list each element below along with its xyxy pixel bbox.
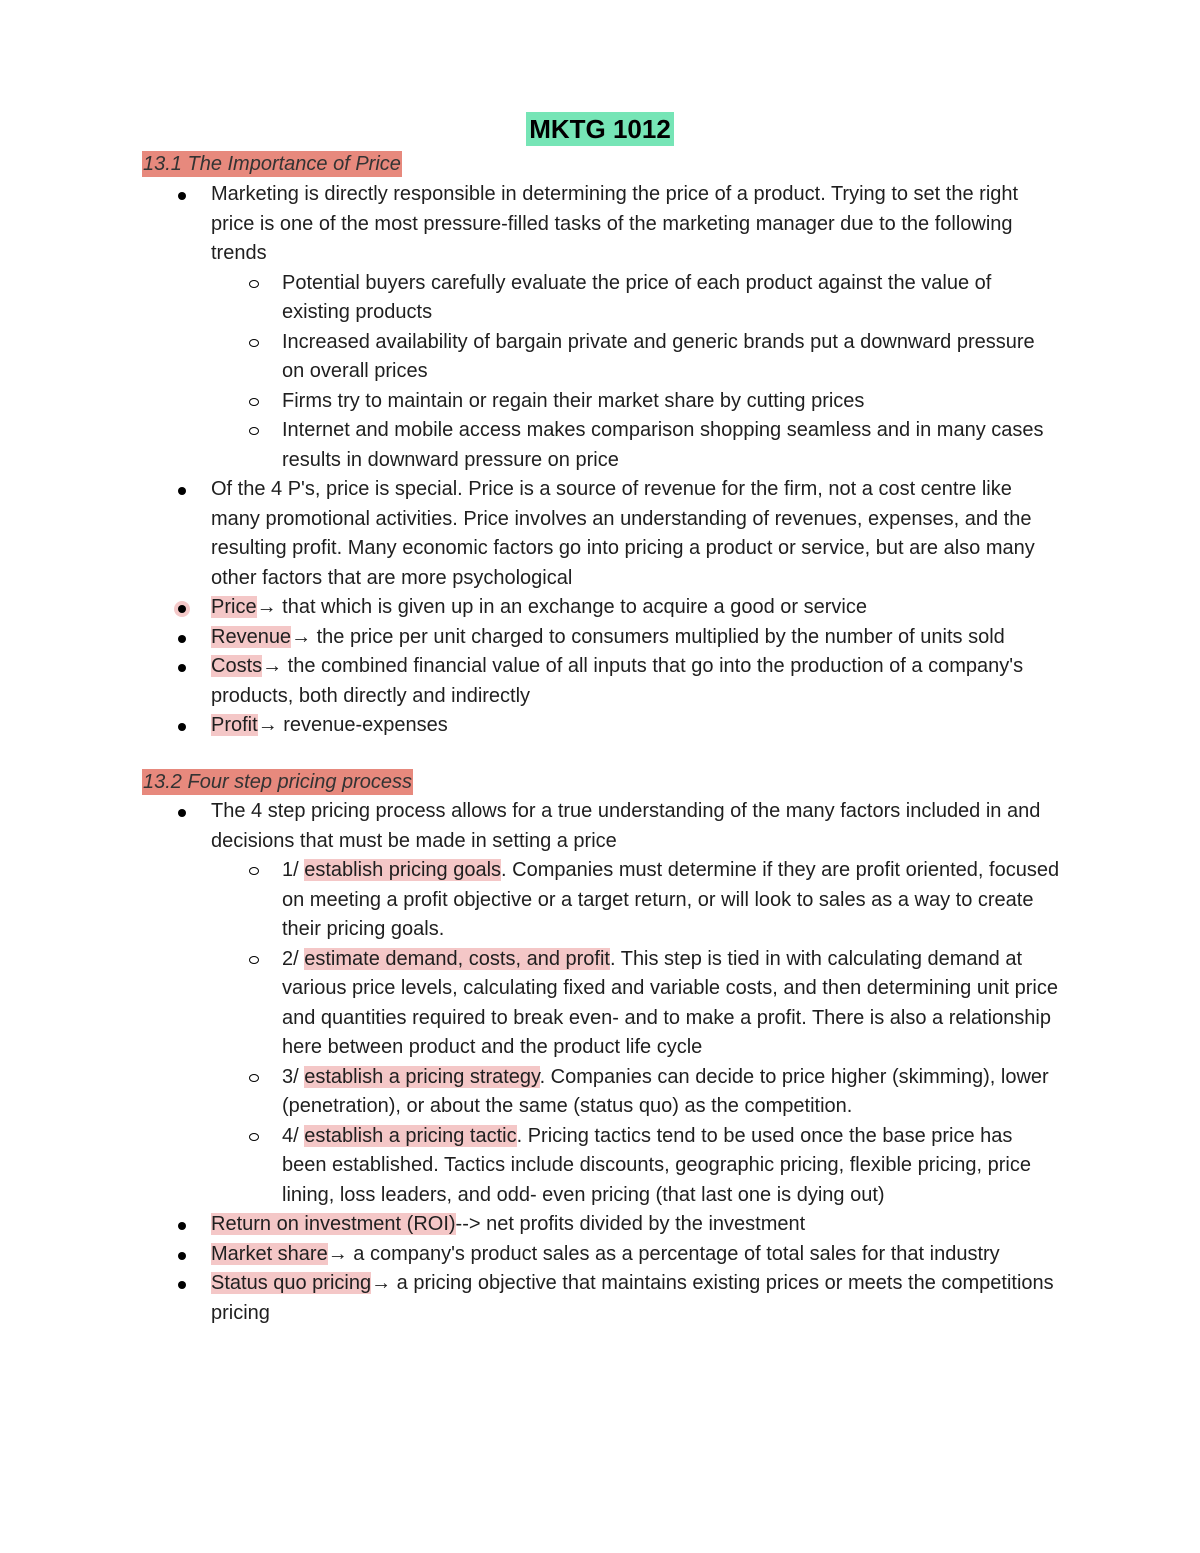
definition-item-costs: Costs→ the combined financial value of all inputs that go into the production of a company's products, both directly and indirectly xyxy=(0,652,1061,711)
section-heading-13-2: 13.2 Four step pricing process xyxy=(143,771,413,793)
highlighted-term: establish a pricing tactic xyxy=(304,1124,517,1147)
sub-list-item: Increased availability of bargain private and generic brands put a downward pressure on overall prices xyxy=(0,328,1062,387)
step-item-1: 1/ establish pricing goals. Companies must determine if they are profit oriented, focused on meeting a profit objective or a target return, or will look to sales as a way to create their pricing goals. xyxy=(0,856,1062,945)
hollow-bullet-icon xyxy=(249,280,259,288)
highlighted-term: Revenue xyxy=(211,625,292,648)
sub-list-item: Firms try to maintain or regain their market share by cutting prices xyxy=(0,387,1062,417)
highlighted-term: Price xyxy=(211,596,257,618)
definition-item-roi: Return on investment (ROI)--> net profits divided by the investment xyxy=(0,1210,1061,1240)
highlighted-term: establish a pricing strategy xyxy=(304,1065,540,1088)
highlighted-term: estimate demand, costs, and profit xyxy=(304,947,610,970)
definition-item-price: Price→ that which is given up in an exchange to acquire a good or service xyxy=(0,593,1061,623)
highlighted-term: establish pricing goals xyxy=(304,859,502,881)
section-13-2-list xyxy=(0,797,1200,1328)
hollow-bullet-icon xyxy=(249,339,259,347)
definition-item-revenue: Revenue→ the price per unit charged to consumers multiplied by the number of units sold xyxy=(0,623,1061,653)
hollow-bullet-icon xyxy=(249,427,259,435)
hollow-bullet-icon xyxy=(249,1074,259,1082)
step-item-2: 2/ estimate demand, costs, and profit. This step is tied in with calculating demand at various price levels, calculating fixed and variable costs, and then determining unit price and quantities required to break even- and to make a profit. There is also a relationship here between product and the product life cycle xyxy=(0,945,1062,1063)
step-item-4: 4/ establish a pricing tactic. Pricing tactics tend to be used once the base price has been established. Tactics include discounts, geographic pricing, flexible pricing, price lining, loss leaders, and odd- even pricing (that last one is dying out) xyxy=(0,1122,1062,1211)
page-title: MKTG 1012 xyxy=(526,112,674,146)
bullet-icon xyxy=(178,605,186,613)
bullet-icon xyxy=(178,1222,186,1230)
definition-item-profit: Profit→ revenue-expenses xyxy=(0,711,1061,741)
bullet-icon xyxy=(178,1281,186,1289)
sub-list-item: Internet and mobile access makes comparison shopping seamless and in many cases results in downward pressure on price xyxy=(0,416,1062,475)
hollow-bullet-icon xyxy=(249,398,259,406)
sub-list-item: Potential buyers carefully evaluate the price of each product against the value of existing products xyxy=(0,269,1062,328)
highlighted-term: Profit xyxy=(211,714,258,736)
hollow-bullet-icon xyxy=(249,956,259,964)
definition-item-status-quo-pricing: Status quo pricing→ a pricing objective that maintains existing prices or meets the competitions pricing xyxy=(0,1269,1061,1328)
title-row xyxy=(0,112,1200,146)
bullet-icon xyxy=(178,635,186,643)
definition-item-market-share: Market share→ a company's product sales as a percentage of total sales for that industry xyxy=(0,1240,1061,1270)
section-13-1-list xyxy=(0,180,1200,741)
bullet-icon xyxy=(178,723,186,731)
hollow-bullet-icon xyxy=(249,867,259,875)
bullet-icon xyxy=(178,1252,186,1260)
section-heading-13-1: 13.1 The Importance of Price xyxy=(143,153,401,175)
highlighted-term: Costs xyxy=(211,655,263,677)
highlighted-term: Market share xyxy=(211,1242,328,1265)
bullet-icon xyxy=(178,809,186,817)
list-item: Marketing is directly responsible in determining the price of a product. Trying to set the right price is one of the most pressure-filled tasks of the marketing manager due to the following trends xyxy=(0,180,1061,269)
bullet-icon xyxy=(178,192,186,200)
bullet-icon xyxy=(178,487,186,495)
bullet-icon xyxy=(178,664,186,672)
highlighted-term: Status quo pricing xyxy=(211,1272,372,1294)
highlighted-term: Return on investment (ROI) xyxy=(211,1213,456,1235)
list-item: Of the 4 P's, price is special. Price is a source of revenue for the firm, not a cost centre like many promotional activities. Price involves an understanding of revenues, expenses, and the resulting profit. Many economic factors go into pricing a product or service, but are also many other factors that are more psychological xyxy=(0,475,1061,593)
hollow-bullet-icon xyxy=(249,1133,259,1141)
list-item: The 4 step pricing process allows for a true understanding of the many factors included in and decisions that must be made in setting a price xyxy=(0,797,1061,856)
step-item-3: 3/ establish a pricing strategy. Companies can decide to price higher (skimming), lower (penetration), or about the same (status quo) as the competition. xyxy=(0,1063,1062,1122)
